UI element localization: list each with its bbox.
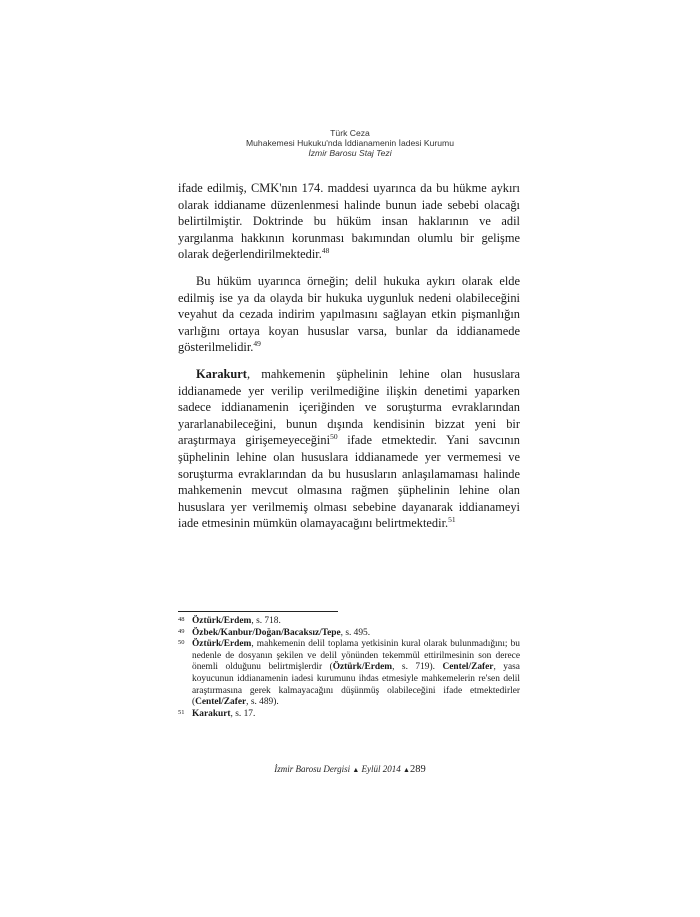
footnote-49: 49 Özbek/Kanbur/Doğan/Bacaksız/Tepe, s. 495.: [178, 627, 371, 638]
header-line-1: Türk Ceza: [330, 128, 370, 138]
paragraph-1: ifade edilmiş, CMK'nın 174. maddesi uyarınca da bu hükme aykırı olarak iddianame düzenlenmesi halinde bunun iade sebebi olacağı belirtilmiştir. Doktrinde bu hüküm insan haklarının ve adil yargılanma hakkının korunması bakımından olumlu bir gelişme olarak değerlendirilmektedir.$^{48}$: [178, 181, 520, 262]
footnote-ref-48[interactable]: 48: [321, 246, 330, 256]
issue-date: Eylül 2014: [361, 764, 401, 774]
footnote-50: 50 Öztürk/Erdem, mahkemenin delil toplama yetkisinin kural olarak bulunmadığını; bu nedenle de dosyanın şekilen ve delil yönünden tekemmül ettirilmesinin son derece önemli olduğunu belirtmişlerdir (Öztürk/Erdem, s. 719). Centel/Zafer, yasa koyucunun iddianamenin iadesi kurumunu ihdas etmesiyle mahkemelerin re'sen delil araştırmasına gerek kalmayacağını düşünmüş olabileceğini ifade etmektedirler (Centel/Zafer, s. 489).: [178, 639, 520, 708]
footnote-ref-51[interactable]: 51: [448, 515, 456, 525]
main-text: [178, 180, 520, 532]
triangle-separator-icon: ▲: [403, 766, 410, 774]
page-number: 289: [409, 764, 426, 775]
paragraph-3: Karakurt, mahkemenin şüphelinin lehine olan hususlara iddianamede yer verilip verilmediğine ilişkin denetimi yaparken sadece iddianamenin içeriğinden ve soruşturma evraklarından yararlanabileceğini, bunun dışında kendisinin bizzat yeni bir araştırmaya girişemeyeceğini$^{50}$ ifade etmektedir. Yani savcının şüphelinin lehine olan hususlara iddianamede yer vermemesi ve soruşturma evraklarından da bu hususların anlaşılamaması halinde mahkemenin mevcut olmasına rağmen şüphelinin lehine olan hususlara yer verilmemiş olması sebebine dayanarak iddianameyi iade etmesinin mümkün olamayacağını belirtmektedir.$^{51}$: [178, 366, 520, 531]
footnote-51: 51 Karakurt, s. 17.: [178, 708, 256, 719]
footnote-ref-50[interactable]: 50: [330, 432, 338, 442]
header-line-2: Muhakemesi Hukuku'nda İddianamenin İadesi Kurumu: [245, 138, 454, 148]
footnote-divider: [178, 611, 338, 612]
paragraph-2: Bu hüküm uyarınca örneğin; delil hukuka aykırı olarak elde edilmiş ise ya da olayda bir hukuka uygunluk nedeni olabileceğini veyahut da cezada indirim yapılmasını sağlayan etkin pişmanlığın varlığını ortaya koyan hususlar varsa, bunlar da iddianamede gösterilmelidir.$^{49}$: [178, 273, 520, 355]
footnote-ref-49[interactable]: 49: [253, 339, 261, 349]
running-header: [0, 128, 700, 158]
journal-name: İzmir Barosu Dergisi: [274, 764, 351, 774]
author-name: Karakurt: [196, 366, 247, 381]
footnote-48: 48 Öztürk/Erdem, s. 718.: [178, 616, 281, 626]
page-footer: [0, 764, 700, 775]
footnotes: [178, 616, 520, 720]
triangle-separator-icon: ▲: [352, 766, 360, 774]
header-line-3: İzmir Barosu Staj Tezi: [308, 148, 392, 158]
